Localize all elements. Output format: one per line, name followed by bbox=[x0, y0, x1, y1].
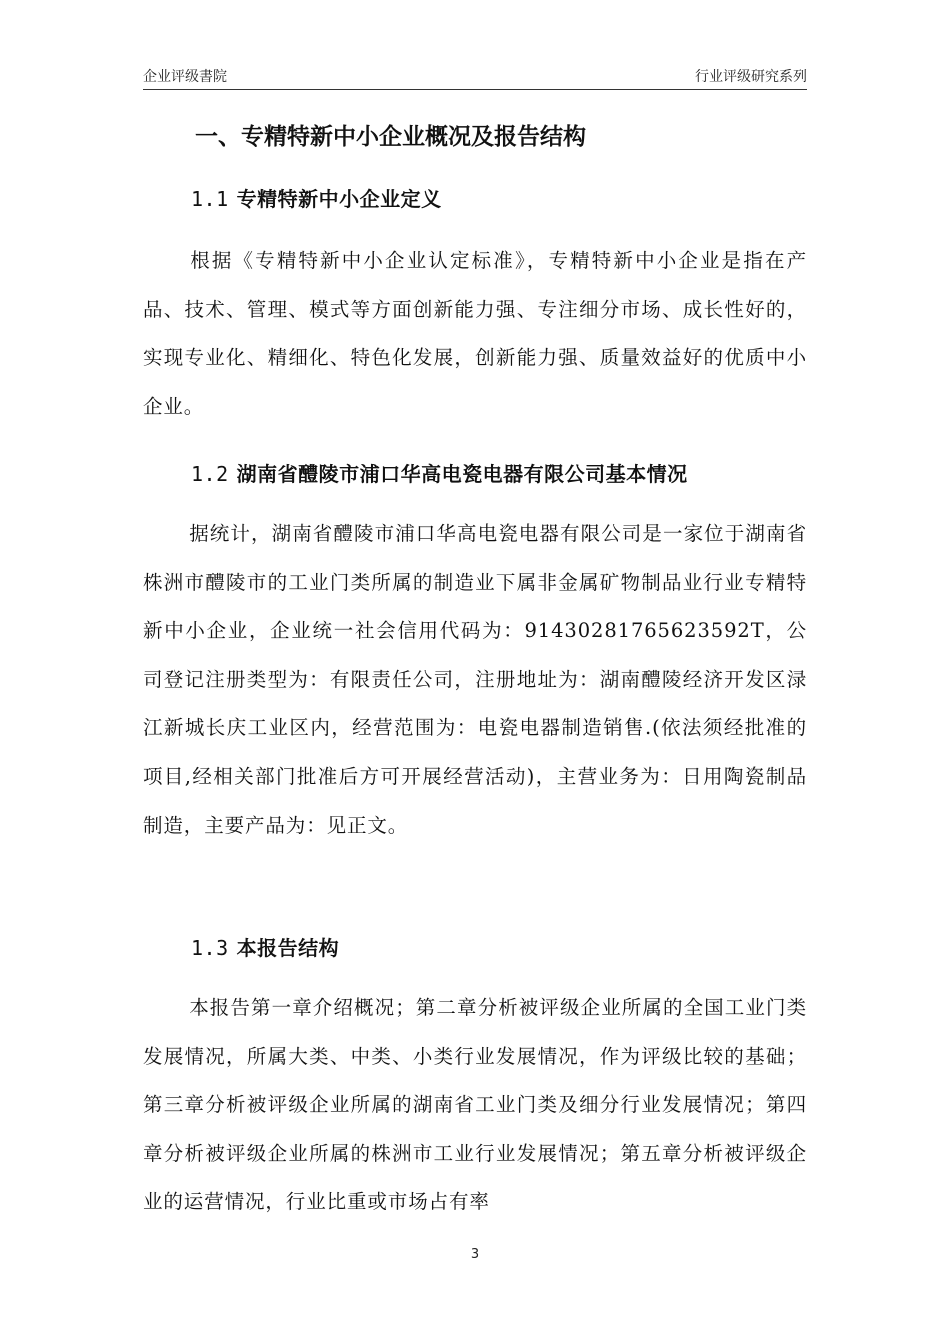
section-title: 本报告结构 bbox=[236, 936, 340, 960]
section-number: 1.2 bbox=[191, 462, 229, 486]
section-heading-1-2 bbox=[191, 458, 688, 487]
section-paragraph-1-2 bbox=[143, 510, 807, 850]
section-title: 湖南省醴陵市浦口华高电瓷电器有限公司基本情况 bbox=[236, 462, 688, 486]
paragraph-text: 根据《专精特新中小企业认定标准》，专精特新中小企业是指在产品、技术、管理、模式等方面创新能力强、专注细分市场、成长性好的，实现专业化、精细化、特色化发展，创新能力强、质量效益好的优质中小企业。 bbox=[143, 249, 807, 418]
paragraph-text: 据统计，湖南省醴陵市浦口华高电瓷电器有限公司是一家位于湖南省株洲市醴陵市的工业门类所属的制造业下属非金属矿物制品业行业专精特新中小企业，企业统一社会信用代码为：91430281765623592T，公司登记注册类型为：有限责任公司，注册地址为：湖南醴陵经济开发区渌江新城长庆工业区内，经营范围为：电瓷电器制造销售.(依法须经批准的项目,经相关部门批准后方可开展经营活动)，主营业务为：日用陶瓷制品制造，主要产品为：见正文。 bbox=[143, 522, 807, 837]
header-divider bbox=[143, 89, 807, 90]
section-heading-1-1 bbox=[191, 183, 442, 212]
header-left-text: 企业评级書院 bbox=[143, 69, 227, 85]
section-number: 1.1 bbox=[191, 187, 229, 211]
section-paragraph-1-3 bbox=[143, 984, 807, 1227]
section-number: 1.3 bbox=[191, 936, 229, 960]
section-heading-1-3 bbox=[191, 932, 339, 961]
section-paragraph-1-1 bbox=[143, 237, 807, 431]
page-header bbox=[143, 66, 807, 88]
header-right-text: 行业评级研究系列 bbox=[695, 69, 807, 85]
chapter-title: 一、专精特新中小企业概况及报告结构 bbox=[195, 124, 586, 150]
page-number: 3 bbox=[470, 1247, 480, 1262]
section-title: 专精特新中小企业定义 bbox=[236, 187, 442, 211]
paragraph-text: 本报告第一章介绍概况；第二章分析被评级企业所属的全国工业门类发展情况，所属大类、中类、小类行业发展情况，作为评级比较的基础；第三章分析被评级企业所属的湖南省工业门类及细分行业发展情况；第四章分析被评级企业所属的株洲市工业行业发展情况；第五章分析被评级企业的运营情况，行业比重或市场占有率 bbox=[143, 996, 807, 1214]
